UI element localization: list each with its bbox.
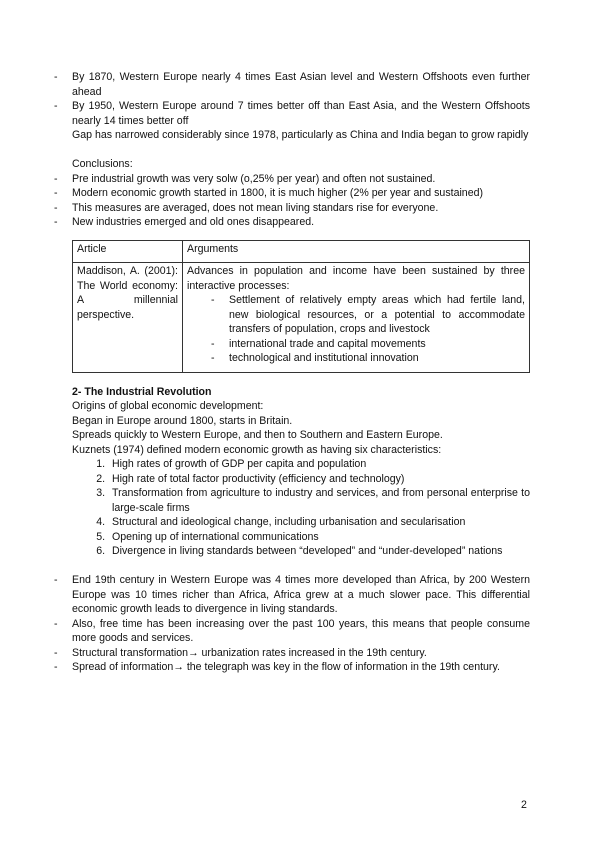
list-item: - Settlement of relatively empty areas which had fertile land, new biological resources, or a potential to accommodate transfers of population, crops and livestock xyxy=(229,293,525,337)
list-item: - international trade and capital movements xyxy=(229,337,525,352)
list-item: 3. Transformation from agriculture to industry and services, and from personal enterprise to large-scale firms xyxy=(108,486,530,515)
intro-bullet-list xyxy=(72,70,530,128)
table-header-row xyxy=(73,240,530,263)
arguments-cell xyxy=(183,263,530,373)
list-item: - This measures are averaged, does not mean living standars rise for everyone. xyxy=(72,201,530,216)
page-number: 2 xyxy=(521,799,527,811)
section-line: Origins of global economic development: xyxy=(72,400,264,412)
section-line: Began in Europe around 1800, starts in Britain. xyxy=(72,414,293,427)
list-item: - Modern economic growth started in 1800, it is much higher (2% per year and sustained) xyxy=(72,186,530,201)
conclusions-heading: Conclusions: xyxy=(72,158,133,170)
list-item: - By 1950, Western Europe around 7 times better off than East Asia, and the Western Offshoots nearly 14 times better off xyxy=(72,99,530,128)
argument-list xyxy=(187,293,525,366)
document-page xyxy=(72,70,530,675)
table-header-arguments: Arguments xyxy=(183,240,530,263)
list-item: - Pre industrial growth was very solw (o,25% per year) and often not sustained. xyxy=(72,172,530,187)
list-item: 2. High rate of total factor productivity (efficiency and technology) xyxy=(108,472,530,487)
list-item: - End 19th century in Western Europe was 4 times more developed than Africa, by 200 Western Europe was 10 times richer than Africa, Africa grew at a much slower pace. This differential economic growth leads to divergence in living standards. xyxy=(72,573,530,617)
list-item: 6. Divergence in living standards between “developed” and “under-developed” nations xyxy=(108,544,530,559)
list-item: - Also, free time has been increasing over the past 100 years, this means that people consume more goods and services. xyxy=(72,617,530,646)
list-item: - By 1870, Western Europe nearly 4 times East Asian level and Western Offshoots even further ahead xyxy=(72,70,530,99)
article-cell xyxy=(73,263,183,373)
characteristics-list xyxy=(72,457,530,559)
article-table xyxy=(72,240,530,373)
list-item: - Structural transformation→ urbanization rates increased in the 19th century. xyxy=(72,646,530,661)
conclusions-list xyxy=(72,172,530,230)
section-line: Kuznets (1974) defined modern economic growth as having six characteristics: xyxy=(72,443,442,456)
list-item: - technological and institutional innovation xyxy=(229,351,525,366)
list-item: - Spread of information→ the telegraph was key in the flow of information in the 19th century. xyxy=(72,660,530,675)
article-citation: Maddison, A. (2001): The World economy: A millennial perspective. xyxy=(77,265,178,321)
list-item: - New industries emerged and old ones disappeared. xyxy=(72,215,530,230)
section-bullet-list xyxy=(72,573,530,675)
section-line: Spreads quickly to Western Europe, and then to Southern and Eastern Europe. xyxy=(72,429,443,441)
gap-paragraph: Gap has narrowed considerably since 1978, particularly as China and India began to grow rapidly xyxy=(72,129,529,141)
table-row xyxy=(73,263,530,373)
table-header-article: Article xyxy=(73,240,183,263)
argument-intro: Advances in population and income have been sustained by three interactive processes: xyxy=(187,265,525,292)
section-heading: 2- The Industrial Revolution xyxy=(72,385,212,398)
list-item: 5. Opening up of international communications xyxy=(108,530,530,545)
list-item: 1. High rates of growth of GDP per capita and population xyxy=(108,457,530,472)
list-item: 4. Structural and ideological change, including urbanisation and secularisation xyxy=(108,515,530,530)
